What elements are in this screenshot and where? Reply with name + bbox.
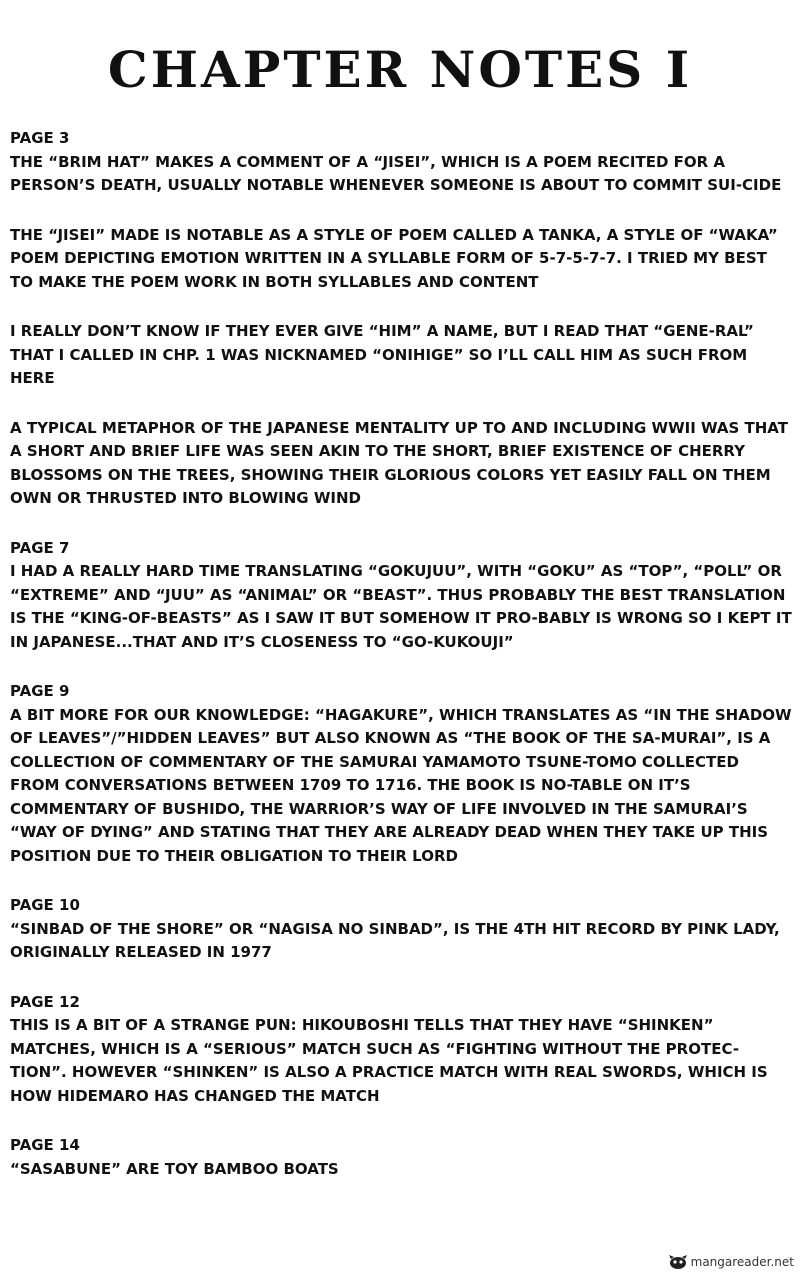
note-section xyxy=(10,417,792,511)
manga-mascot-icon xyxy=(668,1254,688,1270)
section-heading: PAGE 12 xyxy=(10,992,80,1011)
note-paragraph: THE “JISEI” MADE IS NOTABLE AS A STYLE OF POEM CALLED A TANKA, A STYLE OF “WAKA” POEM DEPICTING EMOTION WRITTEN IN A SYLLABLE FORM OF 5-7-5-7-7. I TRIED MY BEST TO MAKE THE POEM WORK IN BOTH SYLLABLES AND CONTENT xyxy=(10,225,778,291)
section-heading: PAGE 14 xyxy=(10,1136,80,1154)
section-heading: PAGE 10 xyxy=(10,896,80,914)
page-title: CHAPTER NOTES I xyxy=(107,40,693,99)
note-section xyxy=(10,991,792,1109)
section-heading: PAGE 7 xyxy=(10,538,70,557)
watermark xyxy=(668,1254,794,1270)
note-section xyxy=(10,894,792,965)
section-heading: PAGE 3 xyxy=(10,129,70,147)
note-section xyxy=(10,680,792,868)
watermark-text: mangareader.net xyxy=(690,1255,794,1269)
note-section xyxy=(10,320,792,391)
note-section xyxy=(10,224,792,295)
note-paragraph: “SASABUNE” ARE TOY BAMBOO BOATS xyxy=(10,1159,339,1178)
note-section xyxy=(10,1134,792,1181)
note-paragraph: THE “BRIM HAT” MAKES A COMMENT OF A “JISEI”, WHICH IS A POEM RECITED FOR A PERSON’S DEATH, USUALLY NOTABLE WHENEVER SOMEONE IS ABOUT TO COMMIT SUI-CIDE xyxy=(10,152,782,194)
chapter-notes xyxy=(10,127,792,1181)
note-section xyxy=(10,127,792,198)
note-paragraph: A BIT MORE FOR OUR KNOWLEDGE: “HAGAKURE”, WHICH TRANSLATES AS “IN THE SHADOW OF LEAVES”/”HIDDEN LEAVES” BUT ALSO KNOWN AS “THE BOOK OF THE SA-MURAI”, IS A COLLECTION OF COMMENTARY OF THE SAMURAI YAMAMOTO TSUNE-TOMO COLLECTED FROM CONVERSATIONS BETWEEN 1709 TO 1716. THE BOOK IS NO-TABLE ON IT’S COMMENTARY OF BUSHIDO, THE WARRIOR’S WAY OF LIFE INVOLVED IN THE SAMURAI’S “WAY OF DYING” AND STATING THAT THEY ARE ALREADY DEAD WHEN THEY TAKE UP THIS POSITION DUE TO THEIR OBLIGATION TO THEIR LORD xyxy=(10,705,792,865)
note-paragraph: “SINBAD OF THE SHORE” OR “NAGISA NO SINBAD”, IS THE 4TH HIT RECORD BY PINK LADY, ORIGINALLY RELEASED IN 1977 xyxy=(10,919,780,961)
section-heading: PAGE 9 xyxy=(10,682,70,700)
note-section xyxy=(10,537,792,655)
note-paragraph: I HAD A REALLY HARD TIME TRANSLATING “GOKUJUU”, WITH “GOKU” AS “TOP”, “POLL” OR “EXTREME” AND “JUU” AS “ANIMAL” OR “BEAST”. THUS PROBABLY THE BEST TRANSLATION IS THE “KING-OF-BEASTS” AS I SAW IT BUT SOMEHOW IT PRO-BABLY IS WRONG SO I KEPT IT IN JAPANESE...THAT AND IT’S CLOSENESS TO “GO-KUKOUJI” xyxy=(10,562,792,651)
note-paragraph: I REALLY DON’T KNOW IF THEY EVER GIVE “HIM” A NAME, BUT I READ THAT “GENE-RAL” THAT I CALLED IN CHP. 1 WAS NICKNAMED “ONIHIGE” SO I’LL CALL HIM AS SUCH FROM HERE xyxy=(10,322,754,387)
note-paragraph: THIS IS A BIT OF A STRANGE PUN: HIKOUBOSHI TELLS THAT THEY HAVE “SHINKEN” MATCHES, WHICH IS A “SERIOUS” MATCH SUCH AS “FIGHTING WITHOUT THE PROTEC-TION”. HOWEVER “SHINKEN” IS ALSO A PRACTICE MATCH WITH REAL SWORDS, WHICH IS HOW HIDEMARO HAS CHANGED THE MATCH xyxy=(10,1016,768,1105)
note-paragraph: A TYPICAL METAPHOR OF THE JAPANESE MENTALITY UP TO AND INCLUDING WWII WAS THAT A SHORT AND BRIEF LIFE WAS SEEN AKIN TO THE SHORT, BRIEF EXISTENCE OF CHERRY BLOSSOMS ON THE TREES, SHOWING THEIR GLORIOUS COLORS YET EASILY FALL ON THEM OWN OR THRUSTED INTO BLOWING WIND xyxy=(10,418,788,507)
